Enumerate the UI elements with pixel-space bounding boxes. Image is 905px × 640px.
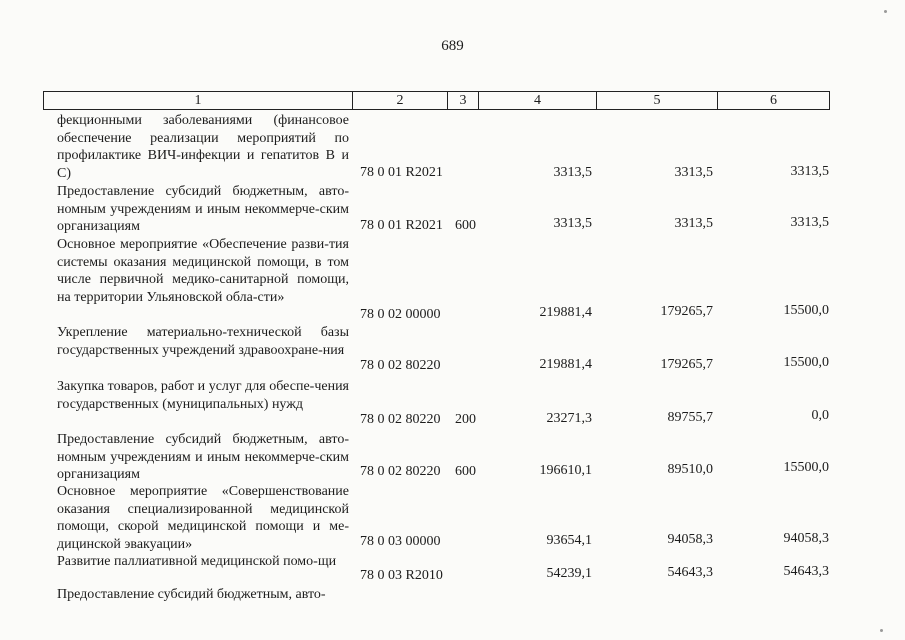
row-description: Предоставление субсидий бюджетным, авто-номным учреждениям и иным некоммерче-ским организациям [57,184,349,234]
row-code: 78 0 01 R2021 [360,218,443,233]
row-description: Предоставление субсидий бюджетным, авто- [57,587,326,602]
row-value-4: 3313,5 [553,165,592,180]
page-number: 689 [441,38,464,54]
scan-speck [884,10,887,13]
row-value-4: 219881,4 [539,305,592,320]
row-value-6: 54643,3 [783,564,829,579]
row-value-4: 196610,1 [539,463,592,478]
row-value-4: 93654,1 [546,533,592,548]
row-expense-type: 600 [455,218,476,233]
header-col-4: 4 [479,92,597,109]
row-code: 78 0 02 80220 [360,358,441,373]
header-col-1: 1 [44,92,353,109]
row-value-6: 15500,0 [783,303,829,318]
row-value-6: 0,0 [811,408,829,423]
row-value-5: 94058,3 [667,532,713,547]
row-expense-type: 600 [455,464,476,479]
row-value-6: 15500,0 [783,460,829,475]
row-value-5: 89755,7 [667,410,713,425]
row-value-4: 3313,5 [553,216,592,231]
scan-speck [880,629,883,632]
row-description: Развитие паллиативной медицинской помо-щи [57,554,337,569]
row-description: Основное мероприятие «Совершенствование оказания специализированной медицинской помощи, скорой медицинской помощи и ме-дицинской эвакуации» [57,484,349,552]
row-code: 78 0 01 R2021 [360,165,443,180]
row-description: Закупка товаров, работ и услуг для обеспе-чения государственных (муниципальных) нужд [57,379,349,412]
row-code: 78 0 03 R2010 [360,568,443,583]
row-value-5: 54643,3 [667,565,713,580]
row-code: 78 0 02 80220 [360,464,441,479]
row-value-6: 15500,0 [783,355,829,370]
row-value-6: 3313,5 [790,215,829,230]
row-code: 78 0 03 00000 [360,534,441,549]
row-expense-type: 200 [455,412,476,427]
header-col-6: 6 [770,93,777,108]
header-col-5: 5 [597,92,718,109]
row-value-5: 89510,0 [667,462,713,477]
row-value-6: 3313,5 [790,164,829,179]
row-description: Предоставление субсидий бюджетным, авто-номным учреждениям и иным некоммерче-ским организациям [57,432,349,482]
row-description: Основное мероприятие «Обеспечение разви-тия системы оказания медицинской помощи, в том числе первичной медико-санитарной помощи, на территории Ульяновской обла-сти» [57,237,349,305]
row-value-5: 179265,7 [660,304,713,319]
row-value-5: 179265,7 [660,357,713,372]
row-value-4: 23271,3 [546,411,592,426]
header-col-3: 3 [448,92,479,109]
header-col-2: 2 [353,92,448,109]
row-value-5: 3313,5 [674,216,713,231]
row-description: Укрепление материально-технической базы государственных учреждений здравоохране-ния [57,325,349,358]
row-value-4: 54239,1 [546,566,592,581]
row-description: фекционными заболеваниями (финансовое обеспечение реализации мероприятий по профилактике ВИЧ-инфекции и гепатитов В и С) [57,113,349,181]
table-header-row [43,91,830,110]
row-value-5: 3313,5 [674,165,713,180]
row-value-4: 219881,4 [539,357,592,372]
row-code: 78 0 02 80220 [360,412,441,427]
row-value-6: 94058,3 [783,531,829,546]
row-code: 78 0 02 00000 [360,307,441,322]
